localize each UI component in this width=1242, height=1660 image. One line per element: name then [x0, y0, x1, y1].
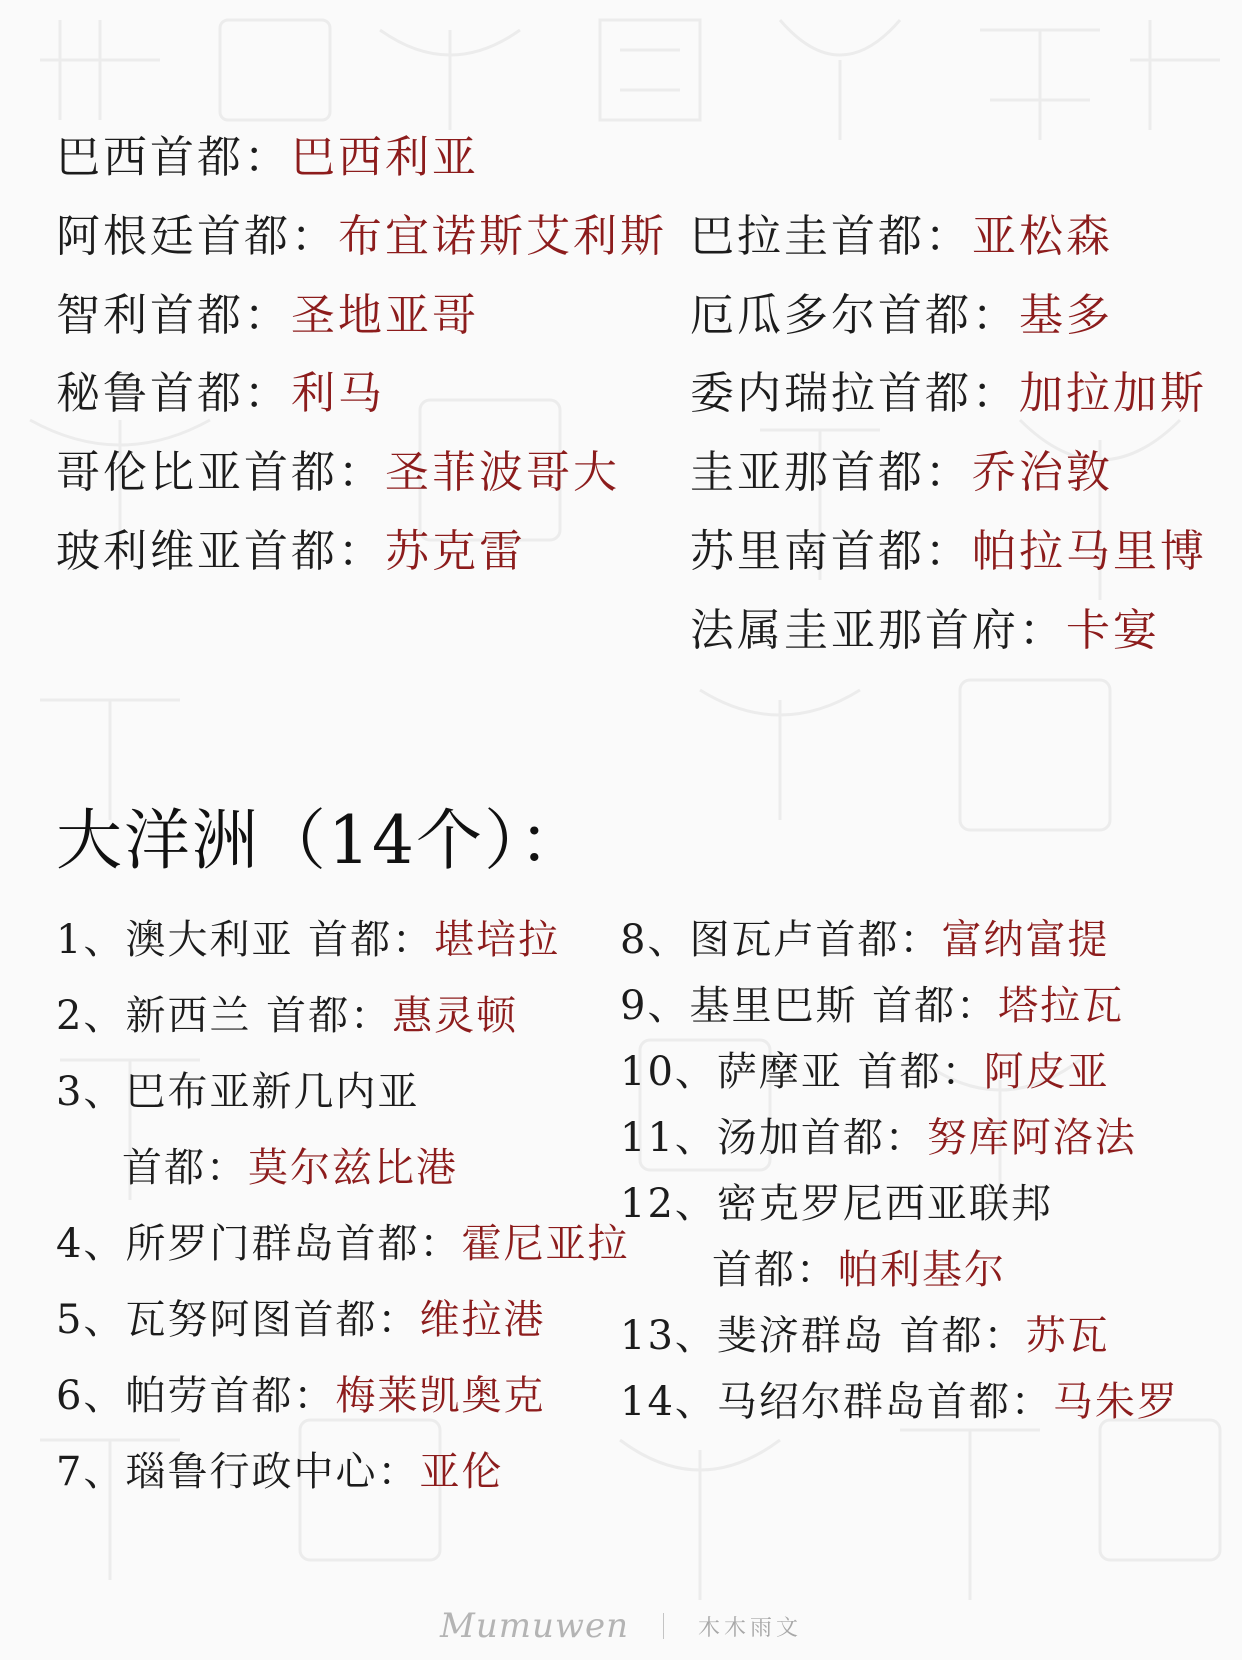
capital-value: 布宜诺斯艾利斯: [338, 211, 667, 262]
capital-row: [620, 917, 1110, 963]
capital-row: [122, 1145, 458, 1191]
country-label: 2、新西兰 首都：: [56, 993, 393, 1039]
country-label: 11、汤加首都：: [620, 1115, 927, 1161]
capital-value: 亚伦: [419, 1449, 504, 1495]
country-label: 苏里南首都：: [690, 526, 972, 577]
capital-row: [690, 605, 1160, 656]
capital-row: [620, 1181, 1053, 1227]
country-label: 9、基里巴斯 首都：: [620, 983, 999, 1029]
capital-row: [690, 447, 1113, 498]
country-label: 法属圭亚那首府：: [690, 605, 1066, 656]
country-label: 8、图瓦卢首都：: [620, 917, 942, 963]
country-label: 7、瑙鲁行政中心：: [56, 1449, 420, 1495]
country-label: 秘鲁首都：: [56, 368, 291, 419]
capital-row: [56, 1069, 420, 1115]
capital-row: [56, 526, 526, 577]
capital-row: [620, 1379, 1179, 1425]
capital-row: [56, 211, 667, 262]
capital-row: [620, 1115, 1137, 1161]
country-label: 玻利维亚首都：: [56, 526, 385, 577]
capital-row: [712, 1247, 1006, 1293]
country-label: 6、帕劳首都：: [56, 1373, 336, 1419]
capital-value: 加拉加斯: [1019, 368, 1207, 419]
capital-row: [56, 368, 385, 419]
country-label: 4、所罗门群岛首都：: [56, 1221, 462, 1267]
country-label: 智利首都：: [56, 290, 291, 341]
country-label: 委内瑞拉首都：: [690, 368, 1019, 419]
capital-row: [620, 983, 1125, 1029]
capital-value: 惠灵顿: [392, 993, 519, 1039]
capital-value: 塔拉瓦: [998, 983, 1125, 1029]
capital-value: 阿皮亚: [983, 1049, 1110, 1095]
footer-divider: [663, 1613, 664, 1639]
country-label: 14、马绍尔群岛首都：: [620, 1379, 1053, 1425]
capital-row: [56, 993, 519, 1039]
country-label: 圭亚那首都：: [690, 447, 972, 498]
capital-value: 卡宴: [1066, 605, 1160, 656]
country-label: 1、澳大利亚 首都：: [56, 917, 435, 963]
capital-row: [690, 526, 1207, 577]
capital-value: 乔治敦: [972, 447, 1113, 498]
capital-row: [56, 1449, 504, 1495]
footer-watermark: [0, 1606, 1242, 1646]
capital-value: 帕利基尔: [838, 1247, 1006, 1293]
footer-brand-text: 木木雨文: [697, 1615, 802, 1641]
country-label: 10、萨摩亚 首都：: [620, 1049, 984, 1095]
capital-value: 努库阿洛法: [926, 1115, 1137, 1161]
capital-row: [690, 211, 1113, 262]
capital-row: [56, 132, 479, 183]
capital-value: 苏克雷: [385, 526, 526, 577]
country-label: 巴西首都：: [56, 132, 291, 183]
capital-value: 圣地亚哥: [291, 290, 479, 341]
capital-value: 马朱罗: [1052, 1379, 1179, 1425]
country-label: 阿根廷首都：: [56, 211, 338, 262]
capital-row: [620, 1049, 1110, 1095]
capital-row: [56, 1373, 546, 1419]
capital-value: 基多: [1019, 290, 1113, 341]
country-label: 哥伦比亚首都：: [56, 447, 385, 498]
capital-value: 梅莱凯奥克: [335, 1373, 546, 1419]
capital-row: [690, 290, 1113, 341]
capital-row: [56, 290, 479, 341]
capital-value: 维拉港: [419, 1297, 546, 1343]
capital-row: [56, 917, 561, 963]
capital-value: 圣菲波哥大: [385, 447, 620, 498]
capital-value: 帕拉马里博: [972, 526, 1207, 577]
capital-value: 亚松森: [972, 211, 1113, 262]
capital-value: 莫尔兹比港: [248, 1145, 458, 1191]
capital-row: [56, 1297, 546, 1343]
capital-row: [620, 1313, 1110, 1359]
capital-row: [56, 1221, 630, 1267]
capital-value: 巴西利亚: [291, 132, 479, 183]
capital-value: 苏瓦: [1025, 1313, 1110, 1359]
country-label: 13、斐济群岛 首都：: [620, 1313, 1026, 1359]
country-label: 厄瓜多尔首都：: [690, 290, 1019, 341]
country-label: 5、瓦努阿图首都：: [56, 1297, 420, 1343]
section-heading: 大洋洲（14个）：: [56, 802, 587, 879]
capital-value: 堪培拉: [434, 917, 561, 963]
country-label: 12、密克罗尼西亚联邦: [620, 1181, 1053, 1227]
capital-value: 利马: [291, 368, 385, 419]
country-label: 巴拉圭首都：: [690, 211, 972, 262]
country-label: 首都：: [122, 1145, 248, 1191]
country-label: 首都：: [712, 1247, 838, 1293]
signature-logo: Mumuwen: [440, 1606, 629, 1646]
capital-row: [690, 368, 1207, 419]
capital-value: 霍尼亚拉: [461, 1221, 630, 1267]
capital-row: [56, 447, 620, 498]
capital-value: 富纳富提: [941, 917, 1110, 963]
country-label: 3、巴布亚新几内亚: [56, 1069, 420, 1115]
